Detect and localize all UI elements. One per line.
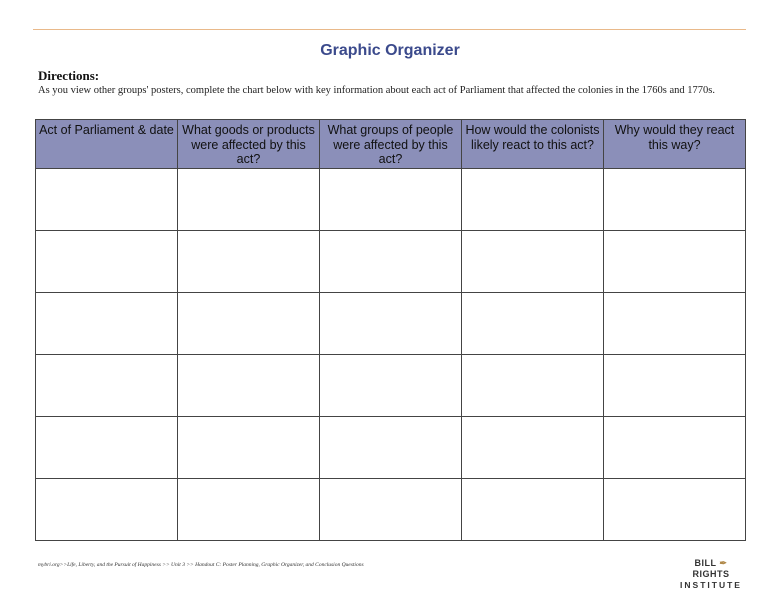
answer-cell[interactable] xyxy=(178,231,320,293)
top-rule xyxy=(33,29,746,30)
answer-cell[interactable] xyxy=(36,169,178,231)
graphic-organizer-table xyxy=(35,119,746,541)
logo-word-institute: INSTITUTE xyxy=(680,580,742,590)
column-header: What goods or products were affected by this act? xyxy=(178,120,320,169)
column-header: Act of Parliament & date xyxy=(36,120,178,169)
answer-cell[interactable] xyxy=(36,231,178,293)
answer-cell[interactable] xyxy=(178,479,320,541)
column-header: What groups of people were affected by this act? xyxy=(320,120,462,169)
answer-cell[interactable] xyxy=(462,293,604,355)
answer-cell[interactable] xyxy=(462,417,604,479)
logo-word-bill: BILL xyxy=(694,558,717,568)
answer-cell[interactable] xyxy=(178,417,320,479)
table-row xyxy=(36,231,746,293)
logo-word-rights: RIGHTS xyxy=(692,569,730,579)
answer-cell[interactable] xyxy=(604,479,746,541)
directions-text: As you view other groups' posters, complete the chart below with key information about each act of Parliament that affected the colonies in the 1760s and 1770s. xyxy=(38,85,716,96)
page-title: Graphic Organizer xyxy=(320,42,460,59)
quill-icon: ✒ xyxy=(719,558,728,568)
bill-of-rights-institute-logo xyxy=(676,558,746,590)
answer-cell[interactable] xyxy=(320,355,462,417)
table-row xyxy=(36,355,746,417)
table-row xyxy=(36,479,746,541)
answer-cell[interactable] xyxy=(36,293,178,355)
directions-heading: Directions: xyxy=(38,68,100,83)
answer-cell[interactable] xyxy=(178,169,320,231)
footer-citation: mybri.org>>Life, Liberty, and the Pursuit of Happiness >> Unit 3 >> Handout C: Poster Planning, Graphic Organizer, and Conclusion Questions xyxy=(38,562,364,568)
answer-cell[interactable] xyxy=(178,355,320,417)
answer-cell[interactable] xyxy=(604,417,746,479)
answer-cell[interactable] xyxy=(604,231,746,293)
table-header-row xyxy=(36,120,746,169)
answer-cell[interactable] xyxy=(320,231,462,293)
column-header: How would the colonists likely react to this act? xyxy=(462,120,604,169)
answer-cell[interactable] xyxy=(36,417,178,479)
answer-cell[interactable] xyxy=(462,355,604,417)
table-row xyxy=(36,293,746,355)
answer-cell[interactable] xyxy=(36,355,178,417)
answer-cell[interactable] xyxy=(320,169,462,231)
answer-cell[interactable] xyxy=(320,417,462,479)
answer-cell[interactable] xyxy=(36,479,178,541)
answer-cell[interactable] xyxy=(462,231,604,293)
answer-cell[interactable] xyxy=(320,479,462,541)
table-row xyxy=(36,417,746,479)
answer-cell[interactable] xyxy=(320,293,462,355)
column-header: Why would they react this way? xyxy=(604,120,746,169)
answer-cell[interactable] xyxy=(178,293,320,355)
table-row xyxy=(36,169,746,231)
answer-cell[interactable] xyxy=(604,169,746,231)
answer-cell[interactable] xyxy=(462,479,604,541)
answer-cell[interactable] xyxy=(462,169,604,231)
answer-cell[interactable] xyxy=(604,293,746,355)
answer-cell[interactable] xyxy=(604,355,746,417)
